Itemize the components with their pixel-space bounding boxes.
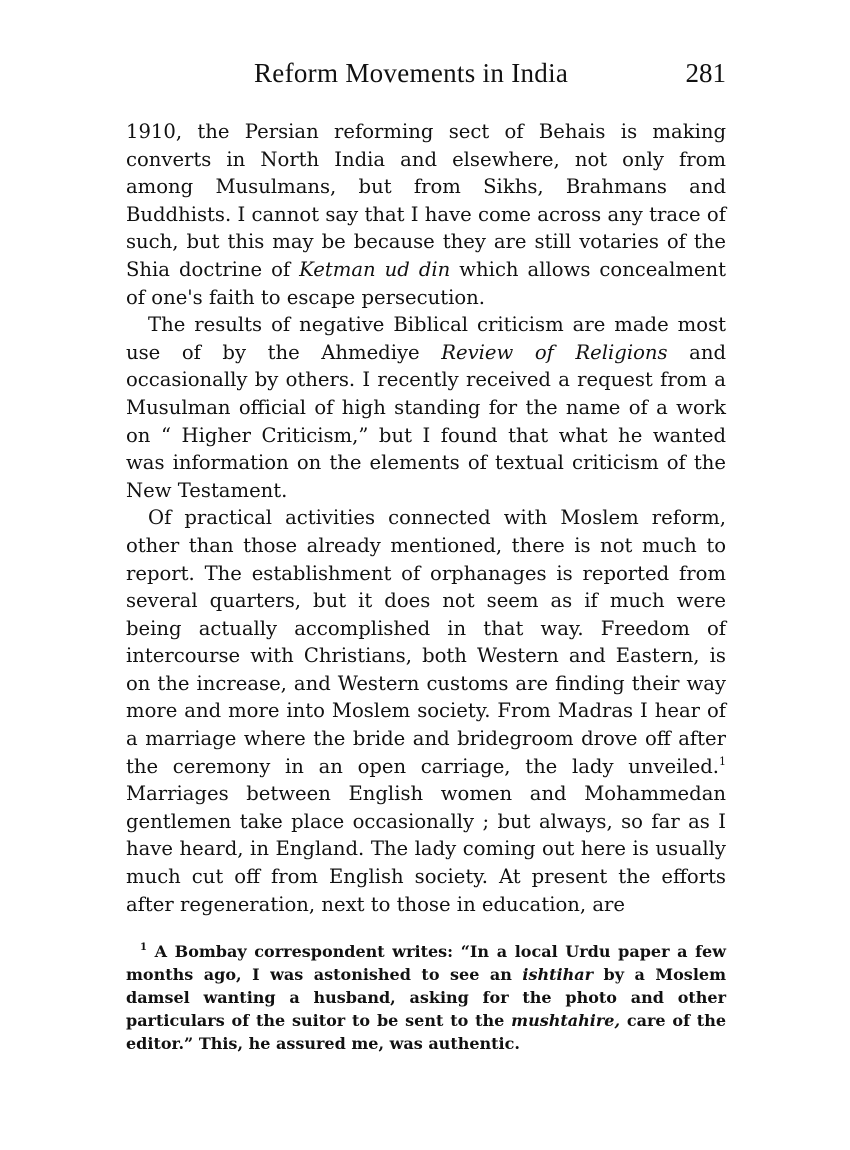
footnote-text-c: care of the editor.” This, he assured me, was authentic. xyxy=(126,1011,727,1054)
running-title: Reform Movements in India xyxy=(254,58,569,88)
footnote-marker: 1 xyxy=(140,942,147,954)
paragraph-3 xyxy=(126,504,726,918)
paragraph-2-italic: Review of Religions xyxy=(441,340,668,364)
footnote-text-b: by a Moslem damsel wanting a husband, asking for the photo and other particulars of the suitor to be sent to the xyxy=(126,965,727,1031)
running-head xyxy=(126,58,726,102)
paragraph-1 xyxy=(126,118,726,311)
footnote-italic-b: mushtahire, xyxy=(511,1011,621,1031)
paragraph-1-italic: Ketman ud din xyxy=(299,257,451,281)
paragraph-1-text-a: 1910, the Persian reforming sect of Behais is making converts in North India and elsewhere, not only from among Musulmans, but from Sikhs, Brahmans and Buddhists. I cannot say that I have come across any trace of such, but this may be because they are still votaries of the Shia doctrine of xyxy=(126,120,726,281)
book-page xyxy=(126,58,726,1055)
paragraph-2-text-a: The results of negative Biblical criticism are made most use of by the Ahmediye xyxy=(126,313,726,364)
paragraph-3-text-a: Of practical activities connected with Moslem reform, other than those already mentioned, there is not much to report. The establishment of orphanages is reported from several quarters, but it does not seem as if much were being actually accomplished in that way. Freedom of intercourse with Christians, both Western and Eastern, is on the increase, and Western customs are finding their way more and more into Moslem society. From Madras I hear of a marriage where the bride and bridegroom drove off after the ceremony in an open carriage, the lady unveiled. xyxy=(126,506,726,778)
paragraph-1-text-b: which allows concealment of one's faith to escape persecution. xyxy=(126,257,726,309)
footnote-italic-a: ishtihar xyxy=(522,965,594,985)
footnote-text-a: A Bombay correspondent writes: “In a local Urdu paper a few months ago, I was astonished to see an xyxy=(126,942,726,985)
paragraph-3-text-b: Marriages between English women and Mohammedan gentlemen take place occasionally ; but always, so far as I have heard, in England. The lady coming out here is usually much cut off from English society. At present the efforts after regeneration, next to those in education, are xyxy=(126,782,726,916)
paragraph-2 xyxy=(126,311,726,504)
body-text xyxy=(126,118,726,918)
page-number: 281 xyxy=(685,58,726,88)
footnote-paragraph xyxy=(126,940,726,1055)
footnote xyxy=(126,940,726,1055)
footnote-reference: 1 xyxy=(719,754,726,768)
paragraph-2-text-b: and occasionally by others. I recently received a request from a Musulman official of high standing for the name of a work on “ Higher Criticism,” but I found that what he wanted was information on the elements of textual criticism of the New Testament. xyxy=(126,340,726,502)
